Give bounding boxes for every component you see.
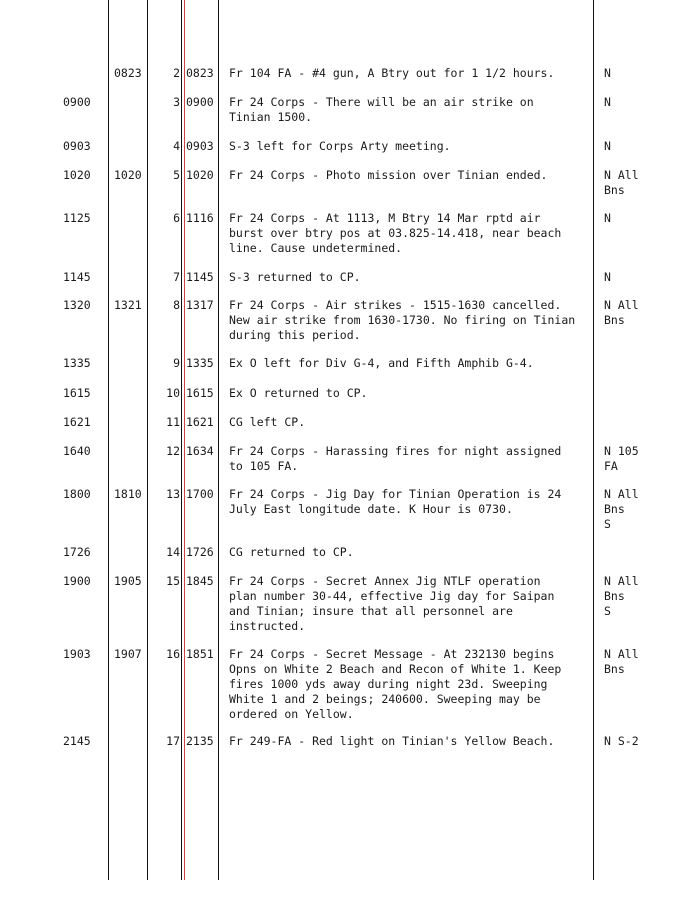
- serial-number: 7: [173, 270, 180, 284]
- time-in: 1335: [63, 356, 91, 370]
- time-out: 1615: [186, 386, 214, 400]
- message-line: line. Cause undetermined.: [229, 241, 403, 255]
- time-dated: 1907: [114, 647, 142, 661]
- serial-number: 2: [173, 66, 180, 80]
- disposition: [604, 574, 684, 619]
- time-out: 1317: [186, 298, 214, 312]
- time-in: 1726: [63, 545, 91, 559]
- message-line: during this period.: [229, 328, 361, 342]
- message-text: [229, 139, 595, 154]
- message-line: Tinian 1500.: [229, 110, 313, 124]
- message-line: CG left CP.: [229, 415, 306, 429]
- disposition: [604, 66, 684, 81]
- message-text: [229, 574, 595, 634]
- column-rule-3b: [184, 0, 185, 880]
- message-line: New air strike from 1630-1730. No firing on Tinian: [229, 313, 576, 327]
- message-text: [229, 734, 595, 749]
- time-in: 2145: [63, 734, 91, 748]
- disposition-line: FA: [604, 459, 618, 473]
- message-line: CG returned to CP.: [229, 545, 354, 559]
- message-line: fires 1000 yds away during night 23d. Sweeping: [229, 677, 548, 691]
- message-line: burst over btry pos at 03.825-14.418, near beach: [229, 226, 562, 240]
- time-in: 1125: [63, 211, 91, 225]
- disposition: [604, 298, 684, 328]
- disposition-line: N S-2: [604, 734, 639, 748]
- time-out: 1116: [186, 211, 214, 225]
- time-in: 1615: [63, 386, 91, 400]
- disposition-line: N 105: [604, 444, 639, 458]
- disposition-line: N All: [604, 298, 639, 312]
- disposition-line: S: [604, 604, 611, 618]
- message-line: Fr 24 Corps - Secret Message - At 232130 begins: [229, 647, 555, 661]
- message-text: [229, 487, 595, 517]
- disposition-line: Bns: [604, 313, 625, 327]
- message-text: [229, 211, 595, 256]
- message-line: White 1 and 2 beings; 240600. Sweeping may be: [229, 692, 541, 706]
- disposition-line: N All: [604, 574, 639, 588]
- message-line: plan number 30-44, effective Jig day for Saipan: [229, 589, 555, 603]
- time-out: 0900: [186, 95, 214, 109]
- disposition: [604, 139, 684, 154]
- disposition-line: N: [604, 139, 611, 153]
- disposition-line: Bns: [604, 502, 625, 516]
- time-out: 0823: [186, 66, 214, 80]
- serial-number: 17: [166, 734, 180, 748]
- serial-number: 4: [173, 139, 180, 153]
- message-line: Fr 24 Corps - Jig Day for Tinian Operation is 24: [229, 487, 562, 501]
- serial-number: 9: [173, 356, 180, 370]
- time-in: 0900: [63, 95, 91, 109]
- time-in: 1145: [63, 270, 91, 284]
- serial-number: 12: [166, 444, 180, 458]
- time-out: 1700: [186, 487, 214, 501]
- time-out: 1621: [186, 415, 214, 429]
- message-line: S-3 left for Corps Arty meeting.: [229, 139, 451, 153]
- message-text: [229, 647, 595, 722]
- disposition-line: S: [604, 517, 611, 531]
- message-text: [229, 356, 595, 371]
- message-line: Fr 104 FA - #4 gun, A Btry out for 1 1/2 hours.: [229, 66, 555, 80]
- time-out: 1845: [186, 574, 214, 588]
- message-line: Fr 249-FA - Red light on Tinian's Yellow Beach.: [229, 734, 555, 748]
- serial-number: 11: [166, 415, 180, 429]
- message-line: Fr 24 Corps - Photo mission over Tinian ended.: [229, 168, 548, 182]
- time-in: 0903: [63, 139, 91, 153]
- disposition-line: N: [604, 95, 611, 109]
- serial-number: 5: [173, 168, 180, 182]
- time-in: 1621: [63, 415, 91, 429]
- column-rule-1: [108, 0, 109, 880]
- column-rule-2: [147, 0, 148, 880]
- time-dated: 1321: [114, 298, 142, 312]
- time-out: 2135: [186, 734, 214, 748]
- disposition: [604, 168, 684, 198]
- time-out: 1634: [186, 444, 214, 458]
- serial-number: 8: [173, 298, 180, 312]
- time-out: 1020: [186, 168, 214, 182]
- disposition-line: N All: [604, 487, 639, 501]
- time-dated: 0823: [114, 66, 142, 80]
- message-line: Fr 24 Corps - Harassing fires for night assigned: [229, 444, 562, 458]
- time-dated: 1020: [114, 168, 142, 182]
- time-out: 1335: [186, 356, 214, 370]
- time-out: 1851: [186, 647, 214, 661]
- disposition: [604, 647, 684, 677]
- message-line: Fr 24 Corps - Air strikes - 1515-1630 cancelled.: [229, 298, 562, 312]
- serial-number: 10: [166, 386, 180, 400]
- message-text: [229, 444, 595, 474]
- message-text: [229, 66, 595, 81]
- message-line: Fr 24 Corps - At 1113, M Btry 14 Mar rptd air: [229, 211, 541, 225]
- time-in: 1900: [63, 574, 91, 588]
- disposition: [604, 270, 684, 285]
- message-text: [229, 95, 595, 125]
- disposition-line: Bns: [604, 589, 625, 603]
- time-in: 1020: [63, 168, 91, 182]
- time-out: 1726: [186, 545, 214, 559]
- disposition-line: Bns: [604, 662, 625, 676]
- column-rule-3: [181, 0, 182, 880]
- time-out: 1145: [186, 270, 214, 284]
- disposition-line: N: [604, 66, 611, 80]
- message-text: [229, 415, 595, 430]
- message-text: [229, 298, 595, 343]
- message-line: S-3 returned to CP.: [229, 270, 361, 284]
- disposition-line: N All: [604, 647, 639, 661]
- message-text: [229, 386, 595, 401]
- message-line: instructed.: [229, 619, 306, 633]
- disposition: [604, 211, 684, 226]
- disposition-line: N All: [604, 168, 639, 182]
- serial-number: 14: [166, 545, 180, 559]
- disposition-line: N: [604, 270, 611, 284]
- message-line: Ex O returned to CP.: [229, 386, 368, 400]
- message-line: Fr 24 Corps - There will be an air strike on: [229, 95, 534, 109]
- disposition-line: N: [604, 211, 611, 225]
- disposition: [604, 444, 684, 474]
- time-in: 1640: [63, 444, 91, 458]
- time-in: 1903: [63, 647, 91, 661]
- serial-number: 13: [166, 487, 180, 501]
- message-line: Opns on White 2 Beach and Recon of White 1. Keep: [229, 662, 562, 676]
- message-text: [229, 270, 595, 285]
- message-line: and Tinian; insure that all personnel are: [229, 604, 513, 618]
- time-dated: 1810: [114, 487, 142, 501]
- disposition: [604, 734, 684, 749]
- message-text: [229, 545, 595, 560]
- disposition: [604, 95, 684, 110]
- disposition: [604, 487, 684, 532]
- time-in: 1320: [63, 298, 91, 312]
- message-line: Fr 24 Corps - Secret Annex Jig NTLF operation: [229, 574, 541, 588]
- message-text: [229, 168, 595, 183]
- message-line: Ex O left for Div G-4, and Fifth Amphib G-4.: [229, 356, 534, 370]
- time-in: 1800: [63, 487, 91, 501]
- column-rule-4: [218, 0, 219, 880]
- message-line: ordered on Yellow.: [229, 707, 354, 721]
- time-out: 0903: [186, 139, 214, 153]
- serial-number: 3: [173, 95, 180, 109]
- time-dated: 1905: [114, 574, 142, 588]
- serial-number: 15: [166, 574, 180, 588]
- serial-number: 6: [173, 211, 180, 225]
- serial-number: 16: [166, 647, 180, 661]
- message-line: to 105 FA.: [229, 459, 299, 473]
- message-line: July East longitude date. K Hour is 0730.: [229, 502, 513, 516]
- disposition-line: Bns: [604, 183, 625, 197]
